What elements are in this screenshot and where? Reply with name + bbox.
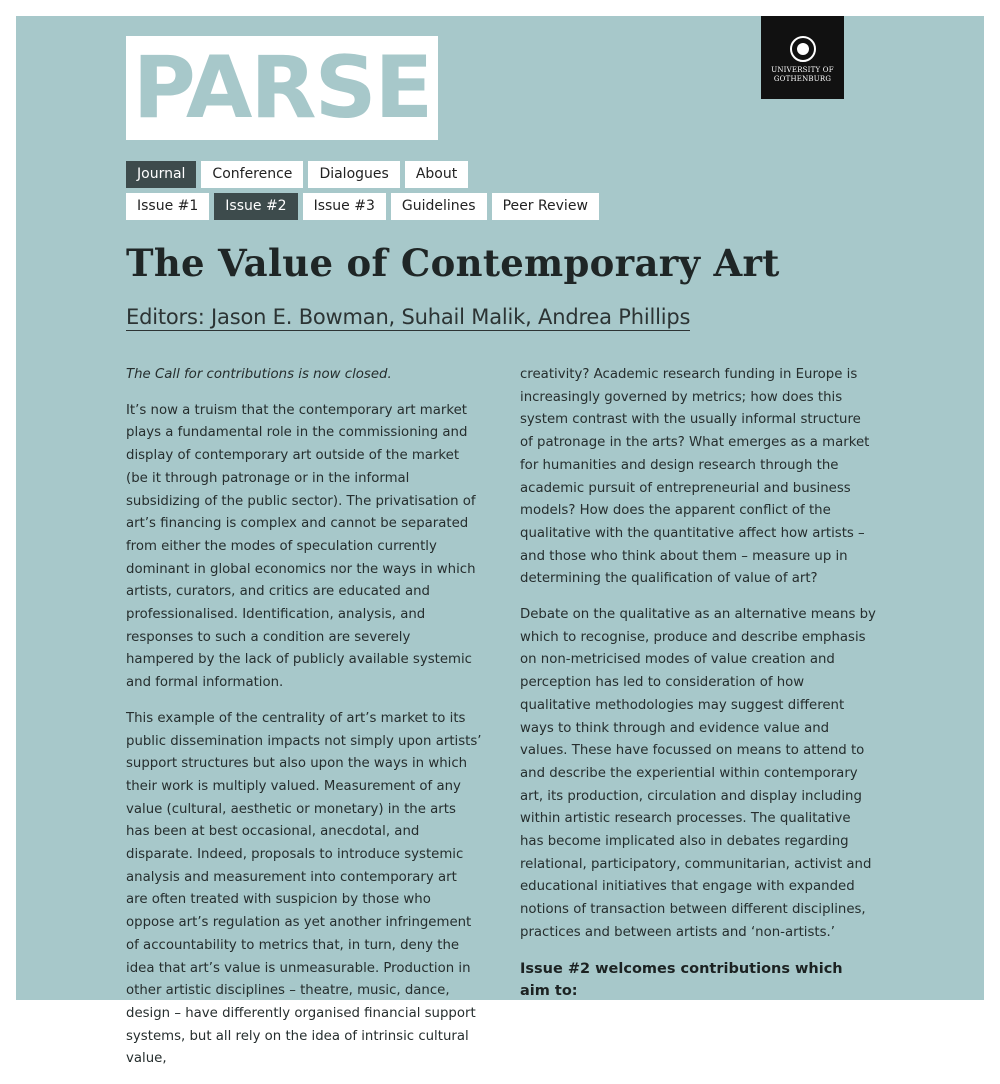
primary-nav xyxy=(126,161,473,188)
university-name-line-1: UNIVERSITY OF xyxy=(771,66,834,74)
article-column-left xyxy=(126,364,482,1084)
call-closed-notice: The Call for contributions is now closed. xyxy=(126,367,392,382)
article-paragraph: It’s now a truism that the contemporary art market plays a fundamental role in the commissioning and display of contemporary art outside of the market (be it through patronage or in the informal subsidizing of the public sector). The privatisation of art’s financing is complex and cannot be separated from either the modes of speculation currently dominant in global economics nor the ways in which artists, curators, and critics are educated and professionalised. Identification, analysis, and responses to such a condition are severely hampered by the lack of publicly available systemic and formal information. xyxy=(126,402,476,691)
nav-issue-3[interactable]: Issue #3 xyxy=(303,193,386,220)
nav-issue-1[interactable]: Issue #1 xyxy=(126,193,209,220)
nav-about[interactable]: About xyxy=(405,161,468,188)
university-seal-icon xyxy=(790,36,816,62)
article-column-right xyxy=(520,364,876,1016)
page-panel xyxy=(16,16,984,1067)
nav-peer-review[interactable]: Peer Review xyxy=(492,193,599,220)
secondary-nav xyxy=(126,193,604,220)
editors-line: Editors: Jason E. Bowman, Suhail Malik, Andrea Phillips xyxy=(126,305,691,329)
nav-journal[interactable]: Journal xyxy=(126,161,196,188)
nav-issue-2[interactable]: Issue #2 xyxy=(214,193,297,220)
article-paragraph: This example of the centrality of art’s market to its public dissemination impacts not simply upon artists’ support structures but also upon the ways in which their work is multiply valued. Measurement of any value (cultural, aesthetic or monetary) in the arts has been at best occasional, anecdotal, and disparate. Indeed, proposals to introduce systemic analysis and measurement into contemporary art are often treated with suspicion by those who oppose art’s regulation as yet another infringement of accountability to metrics that, in turn, deny the idea that art’s value is unmeasurable. Production in other artistic disciplines – theatre, music, dance, design – have differently organised financial support systems, but all rely on the idea of intrinsic cultural value, xyxy=(126,710,482,1067)
article-paragraph: Debate on the qualitative as an alternative means by which to recognise, produce and describe emphasis on non-metricised modes of value creation and perception has led to consideration of how qualitative methodologies may suggest different ways to think through and evidence value and values. These have focussed on means to attend to and describe the experiential within contemporary art, its production, circulation and display including within artistic research processes. The qualitative has become implicated also in debates regarding relational, participatory, communitarian, activist and educational initiatives that engage with expanded notions of transaction between different disciplines, practices and between artists and ‘non-artists.’ xyxy=(520,607,876,940)
nav-dialogues[interactable]: Dialogues xyxy=(308,161,399,188)
nav-conference[interactable]: Conference xyxy=(201,161,303,188)
nav-guidelines[interactable]: Guidelines xyxy=(391,193,487,220)
page-title: The Value of Contemporary Art xyxy=(126,241,780,285)
university-logo[interactable] xyxy=(761,16,844,99)
university-name-line-2: GOTHENBURG xyxy=(773,75,832,83)
parse-logo[interactable] xyxy=(126,36,438,140)
article-paragraph: creativity? Academic research funding in Europe is increasingly governed by metrics; how does this system contrast with the usually informal structure of patronage in the arts? What emerges as a market for humanities and design research through the academic pursuit of entrepreneurial and business models? How does the apparent conflict of the qualitative with the quantitative affect how artists – and those who think about them – measure up in determining the qualification of value of art? xyxy=(520,367,870,587)
contributions-heading: Issue #2 welcomes contributions which aim to: xyxy=(520,960,843,1000)
logo-text: PARSE xyxy=(132,38,432,138)
